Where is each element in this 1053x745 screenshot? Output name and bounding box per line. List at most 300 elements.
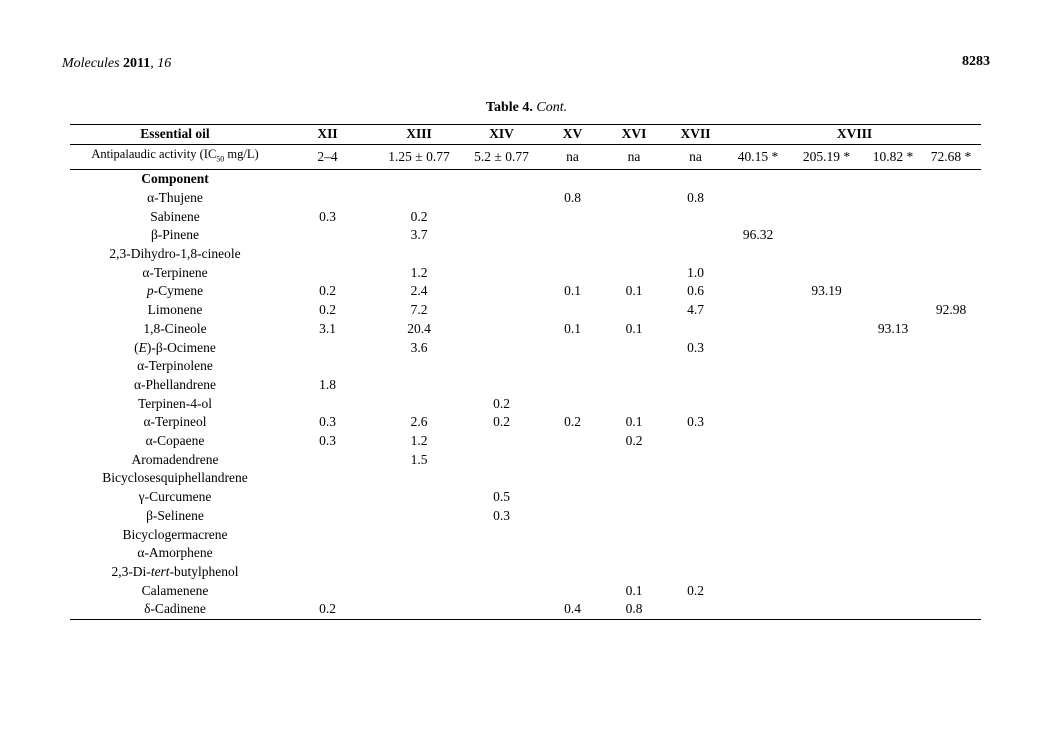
component-name: α-Amorphene [137,545,213,561]
table-cell [728,507,788,526]
table-cell: 3.7 [410,227,428,243]
table-cell [605,357,663,376]
table-cell [663,507,728,526]
component-name: Bicyclosesquiphellandrene [102,470,248,486]
table-cell [463,264,540,283]
table-cell [280,488,375,507]
table-row [70,208,981,227]
activity-value: 5.2 ± 0.77 [463,145,540,170]
table-cell [921,526,981,545]
table-row [70,469,981,488]
table-cell [663,544,728,563]
table-cell [280,563,375,582]
table-cell [728,245,788,264]
table-cell [605,189,663,208]
table-cell [921,413,981,432]
table-cell [921,376,981,395]
table-caption [0,100,1053,116]
table-row [70,339,981,358]
table-cell [463,469,540,488]
table-cell [540,245,605,264]
table-cell: 0.2 [280,600,375,619]
table-cell [540,339,605,358]
table-cell [375,507,463,526]
component-name: δ-Cadinene [70,600,280,619]
table-cell [728,544,788,563]
table-cell [788,507,865,526]
table-cell [540,488,605,507]
table-cell [728,526,788,545]
table-cell [663,563,728,582]
table-cell [540,469,605,488]
table-cell [375,600,463,619]
table-cell [788,432,865,451]
table-cell: 4.7 [687,302,704,318]
table-cell [605,526,663,545]
table-cell [280,526,375,545]
page-number: 8283 [962,54,990,69]
table-cell [280,339,375,358]
table-cell [375,469,463,488]
table-cell [921,320,981,339]
table-cell [865,544,921,563]
table-cell [540,526,605,545]
table-cell [921,488,981,507]
component-name: α-Terpinolene [137,358,213,374]
table-cell [728,357,788,376]
table-cell [728,582,788,601]
table-cell [921,451,981,470]
table-cell [788,264,865,283]
table-cell [463,600,540,619]
table-cell [788,469,865,488]
table-cell [540,357,605,376]
activity-value: 1.25 ± 0.77 [375,145,463,170]
table-row [70,413,981,432]
table-cell [728,208,788,227]
component-name: α-Terpineol [143,414,207,430]
table-cell [865,264,921,283]
table-cell: 0.8 [687,189,704,205]
table-label: Table 4. [485,100,533,115]
table-cell [375,189,463,208]
table-cell: 7.2 [410,302,428,318]
table-cell [540,582,605,601]
table-row [70,357,981,376]
table-cell [463,301,540,320]
activity-value: 205.19 * [788,145,865,170]
table-cell [463,226,540,245]
table-cell [788,320,865,339]
table-cell [463,544,540,563]
table-cell: 20.4 [407,320,431,336]
table-row [70,526,981,545]
table-cell [375,376,463,395]
table-cell [788,226,865,245]
table-cell [788,488,865,507]
table-cell [463,451,540,470]
table-cell [865,582,921,601]
running-header-journal: Molecules 2011, 16 [62,56,172,71]
table-cell: 0.1 [625,414,643,430]
table-cell [663,469,728,488]
table-cell [921,544,981,563]
table-cell: 1.2 [410,264,428,280]
table-row [70,432,981,451]
table-cell [921,208,981,227]
table-row [70,376,981,395]
table-cell [663,226,728,245]
table-cell [280,395,375,414]
table-cell [921,245,981,264]
col-header-xviii: XVIII [728,125,981,145]
table-cell [728,301,788,320]
table-cell [663,320,728,339]
table-cell [663,526,728,545]
table-cell [663,208,728,227]
table-cell [788,339,865,358]
table-cell: 0.3 [319,414,336,430]
table-cell: 3.1 [319,320,336,336]
table-cell: 0.1 [625,582,643,598]
table-cell [728,469,788,488]
component-name: Terpinen-4-ol [137,395,213,411]
col-header-xii: XII [280,125,375,145]
table-cell [728,395,788,414]
table-row [70,226,981,245]
activity-value: 2–4 [280,145,375,170]
table-cell [280,264,375,283]
table-cell [865,451,921,470]
table-cell [663,245,728,264]
component-name: Calamenene [141,582,209,598]
table-cell [921,357,981,376]
table-row [70,301,981,320]
table-cell [663,432,728,451]
table-cell: 0.1 [625,283,643,299]
table-cell: 0.2 [564,414,581,430]
table-cell [921,282,981,301]
table-cell [605,208,663,227]
table-cell [663,395,728,414]
table-cell [605,469,663,488]
component-name: 2,3-Di-tert-butylphenol [111,563,239,579]
table-cell [865,376,921,395]
component-name: (E)-β-Ocimene [134,339,216,355]
table-cell [463,582,540,601]
table-cell [921,469,981,488]
activity-value: na [663,145,728,170]
table-cell [375,357,463,376]
table-cell [865,301,921,320]
table-cell [540,451,605,470]
table-cell [540,544,605,563]
table-cell [921,226,981,245]
table-cell [865,432,921,451]
table-cell [605,245,663,264]
table-cell: 0.1 [625,320,643,336]
table-cell: 0.8 [605,600,663,619]
table-cell [728,339,788,358]
table-cell [540,395,605,414]
table-cell [921,264,981,283]
table-cell [375,563,463,582]
table-row [70,451,981,470]
component-name: α-Phellandrene [133,376,217,392]
table-cell [540,432,605,451]
table-cell [605,451,663,470]
journal-year: 2011 [123,56,151,71]
table-cell [865,469,921,488]
table-cell [463,189,540,208]
table-cell: 0.2 [493,395,510,411]
table-cell [865,208,921,227]
table-cell: 0.2 [410,208,428,224]
table-cell: 0.2 [319,283,336,299]
table-cell: 2.4 [410,283,428,299]
table-cell [865,189,921,208]
table-cell [463,339,540,358]
table-cell [788,451,865,470]
table-cell [375,488,463,507]
table-cell [375,245,463,264]
table-cell [788,189,865,208]
table-cell [921,395,981,414]
table-cell: 1.0 [687,264,704,280]
table-cell [728,376,788,395]
table-cell [375,582,463,601]
table-cell [921,339,981,358]
table-cell [463,376,540,395]
table-cell [280,357,375,376]
activity-value: 10.82 * [865,145,921,170]
table-cell [280,451,375,470]
component-name: 1,8-Cineole [143,320,207,336]
component-name: Aromadendrene [131,451,219,467]
table-cell [375,395,463,414]
journal-volume: 16 [157,56,172,71]
col-header-xiii: XIII [375,125,463,145]
table-cell: 0.1 [564,283,581,299]
table-cell: 3.6 [410,339,428,355]
table-row [70,488,981,507]
table-cell: 1.8 [319,376,336,392]
table-cell [788,301,865,320]
table-cell [605,507,663,526]
table-cell [280,582,375,601]
component-name: β-Pinene [150,227,200,243]
table-cell [605,488,663,507]
table-cell [728,264,788,283]
table-cell: 96.32 [742,227,774,243]
table-cell: 0.3 [319,433,336,449]
table-cell [540,376,605,395]
table-cell [788,395,865,414]
col-header-xvi: XVI [605,125,663,145]
table-cell [788,376,865,395]
table-cell [728,451,788,470]
table-cell [280,469,375,488]
table-cell [865,245,921,264]
table-cell [728,282,788,301]
component-name: α-Copaene [145,433,205,449]
table-cell [728,320,788,339]
table-cell [921,189,981,208]
table-cell [788,413,865,432]
table-cell [375,544,463,563]
table-cell: 0.2 [687,582,704,598]
component-name: β-Selinene [146,507,204,523]
table-cell [728,432,788,451]
table-cell [788,208,865,227]
table-cell [865,357,921,376]
table-cell [605,226,663,245]
table-row [70,245,981,264]
table-cell [921,563,981,582]
component-name: Limonene [147,302,203,318]
table-cell [921,600,981,619]
table-cell [788,563,865,582]
col-header-xv: XV [540,125,605,145]
component-name: γ-Curcumene [138,489,212,505]
table-cell: 0.8 [564,189,581,205]
table-cell [865,339,921,358]
table-cell [463,432,540,451]
table-cell: 93.13 [877,320,909,336]
table-cell [605,395,663,414]
table-row [70,282,981,301]
table-cell [663,600,728,619]
essential-oil-table [70,124,981,620]
table-cell: 0.2 [625,433,643,449]
table-cell [280,544,375,563]
table-cell [865,282,921,301]
table-row [70,563,981,582]
table-cell [865,526,921,545]
table-cell: 1.5 [410,451,428,467]
table-cell [540,563,605,582]
table-cell [788,544,865,563]
table-cell: 0.2 [319,302,336,318]
col-header-essential-oil: Essential oil [70,125,280,145]
col-header-xvii: XVII [663,125,728,145]
table-cell [463,357,540,376]
table-row [70,507,981,526]
table-cell [728,189,788,208]
table-row [70,544,981,563]
table-cell: 0.3 [319,208,336,224]
table-cell: 0.2 [493,414,510,430]
table-cell [663,488,728,507]
table-row [70,320,981,339]
table-row [70,395,981,414]
table-cell [788,600,865,619]
table-cell: 0.4 [540,600,605,619]
table-cell [865,507,921,526]
table-cell [605,376,663,395]
activity-value: 72.68 * [921,145,981,170]
table-cell [865,600,921,619]
activity-value: na [605,145,663,170]
table-cell [663,376,728,395]
component-name: α-Thujene [147,189,203,205]
table-row [70,582,981,601]
table-cell [865,488,921,507]
table-cell [540,301,605,320]
journal-name: Molecules [62,56,120,71]
table-cell [788,357,865,376]
activity-label: Antipalaudic activity ($IC_{50}$ mg/L) [70,145,280,170]
table-cell [605,339,663,358]
table-cell [605,301,663,320]
table-cell [728,488,788,507]
section-component-label: Component [141,171,209,187]
table-cell [728,563,788,582]
table-cell [375,526,463,545]
table-cell [728,413,788,432]
col-header-xiv: XIV [463,125,540,145]
table-cell [540,208,605,227]
table-cell [280,507,375,526]
table-cell [788,582,865,601]
table-cell [663,357,728,376]
table-cell: 92.98 [935,302,967,318]
table-cell [921,507,981,526]
table-cell [605,544,663,563]
component-name: α-Terpinene [142,264,208,280]
table-cell [788,245,865,264]
table-cell: 0.3 [493,507,510,523]
table-cell [280,189,375,208]
table-cell [463,282,540,301]
table-cell [865,413,921,432]
component-name: Sabinene [150,208,200,224]
table-cell: 93.19 [811,283,842,299]
table-cell: 2.6 [410,414,428,430]
table-cell [540,226,605,245]
activity-row [70,145,981,170]
table-cell: 0.1 [564,320,581,336]
table-cell [921,582,981,601]
table-cell [540,264,605,283]
table-cell [788,526,865,545]
table-cell [463,245,540,264]
table-row [70,600,981,619]
table-cell [865,395,921,414]
table-cell: 0.3 [687,414,704,430]
table-cell [280,226,375,245]
table-row [70,189,981,208]
table-cell [280,245,375,264]
table-cell [463,563,540,582]
table-cell: 0.3 [687,339,704,355]
table-cell [463,526,540,545]
table-cell [865,226,921,245]
table-cell [605,264,663,283]
component-name: p-Cymene [146,283,204,299]
table-cell: 1.2 [410,433,428,449]
table-row [70,264,981,283]
table-cell [540,507,605,526]
activity-value: na [540,145,605,170]
table-cell [463,208,540,227]
table-cell [921,432,981,451]
table-cell [865,563,921,582]
table-cont: Cont. [536,100,568,115]
column-header-row [70,125,981,145]
component-name: Bicyclogermacrene [122,526,228,542]
table-cell [663,451,728,470]
